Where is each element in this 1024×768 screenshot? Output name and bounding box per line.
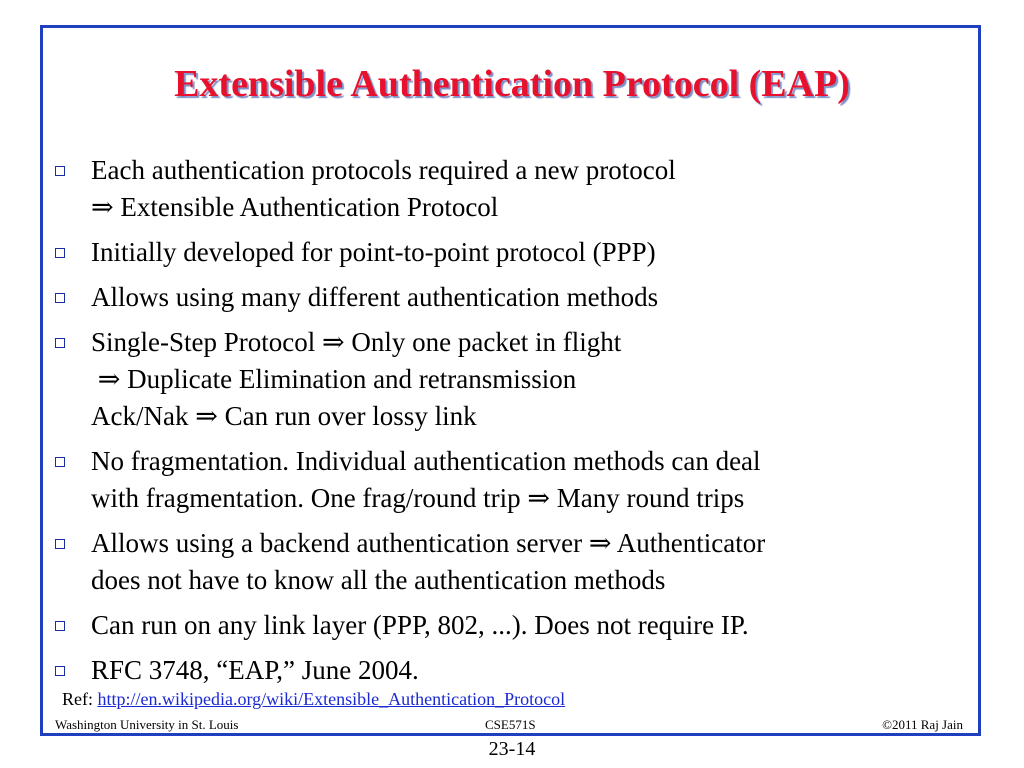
square-bullet-icon [55,166,65,176]
page-number: 23-14 [488,738,536,760]
slide-title: Extensible Authentication Protocol (EAP) [174,63,850,105]
bullet-line: ⇒ Extensible Authentication Protocol [91,192,499,222]
bullet-line: Allows using a backend authentication server ⇒ Authenticator [91,528,766,558]
bullet-line: does not have to know all the authentication methods [91,565,666,595]
bullet-line: No fragmentation. Individual authentication methods can deal [91,446,761,476]
bullet-line: RFC 3748, “EAP,” June 2004. [91,655,419,685]
reference [62,689,565,710]
bullet-line: Allows using many different authentication methods [91,282,659,312]
footer [55,717,963,733]
footer-course: CSE571S [485,717,536,732]
bullet-item [52,279,962,316]
bullet-line: Initially developed for point-to-point protocol (PPP) [91,237,656,267]
bullet-item [52,152,962,226]
bullet-line: Each authentication protocols required a new protocol [91,155,676,185]
bullet-item [52,607,962,644]
square-bullet-icon [55,248,65,258]
bullet-line: Single-Step Protocol ⇒ Only one packet in flight [91,327,622,357]
bullet-item [52,525,962,599]
bullet-item [52,443,962,517]
bullet-line: ⇒ Duplicate Elimination and retransmission [91,364,577,394]
square-bullet-icon [55,621,65,631]
bullet-item [52,652,962,689]
bullet-item [52,324,962,435]
bullet-line: with fragmentation. One frag/round trip ⇒ Many round trips [91,483,745,513]
square-bullet-icon [55,293,65,303]
bullet-line: Ack/Nak ⇒ Can run over lossy link [91,401,477,431]
square-bullet-icon [55,457,65,467]
reference-label: Ref: [62,689,98,709]
footer-copyright: ©2011 Raj Jain [882,717,963,732]
bullet-line: Can run on any link layer (PPP, 802, ...). Does not require IP. [91,610,749,640]
bullet-item [52,234,962,271]
square-bullet-icon [55,666,65,676]
reference-link[interactable]: http://en.wikipedia.org/wiki/Extensible_Authentication_Protocol [97,689,566,709]
footer-institution: Washington University in St. Louis [55,717,239,732]
square-bullet-icon [55,338,65,348]
square-bullet-icon [55,539,65,549]
bullet-list [52,152,962,697]
